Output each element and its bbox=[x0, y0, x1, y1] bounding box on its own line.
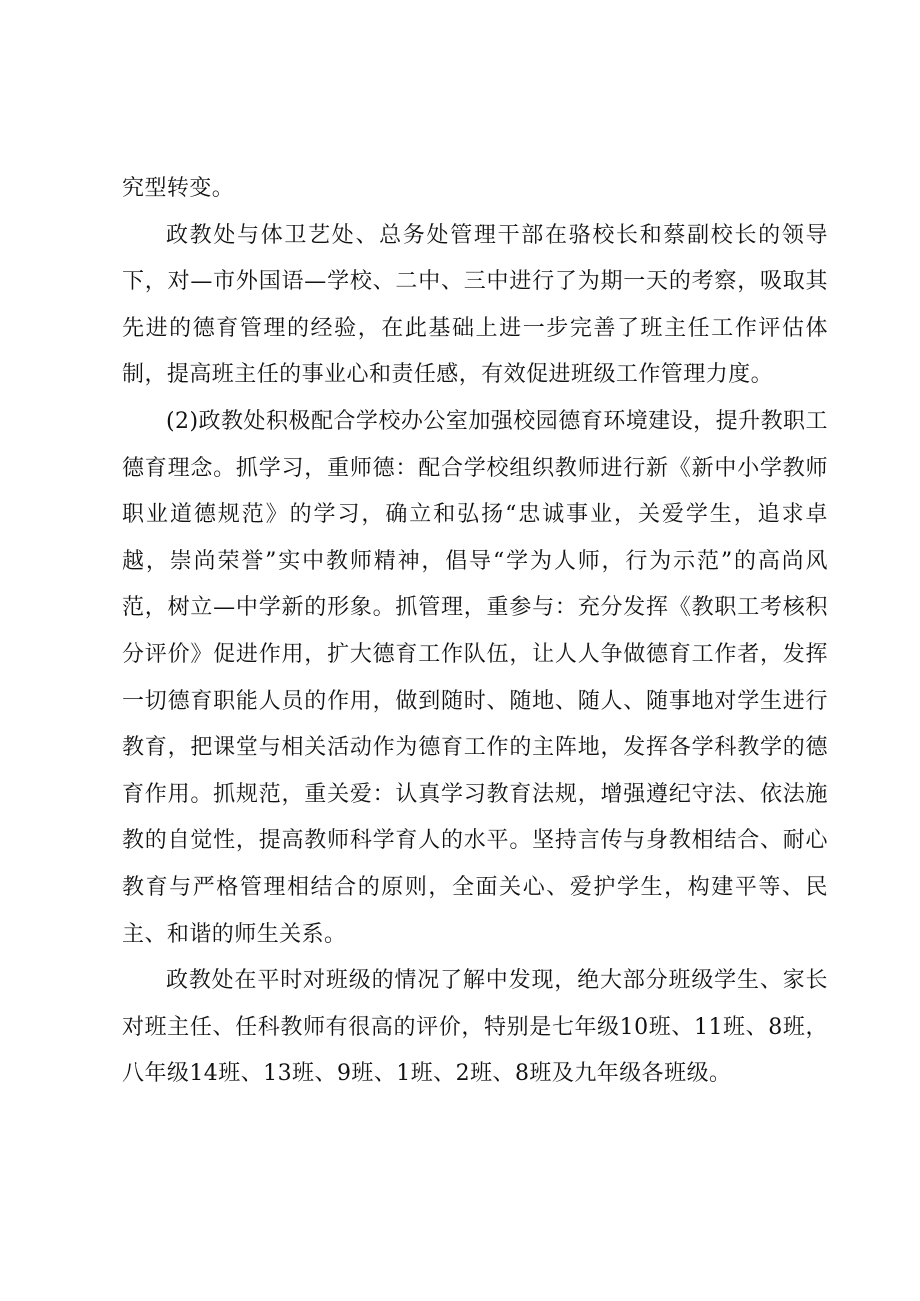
paragraph-teacher-ethics: (2)政教处积极配合学校办公室加强校园德育环境建设，提升教职工德育理念。抓学习，重师德：配合学校组织教师进行新《新中小学教师职业道德规范》的学习，确立和弘扬“忠诚事业，关爱学生，追求卓越，崇尚荣誉”实中教师精神，倡导“学为人师，行为示范”的高尚风范，树立—中学新的形象。抓管理，重参与：充分发挥《教职工考核积分评价》促进作用，扩大德育工作队伍，让人人争做德育工作者，发挥一切德育职能人员的作用，做到随时、随地、随人、随事地对学生进行教育，把课堂与相关活动作为德育工作的主阵地，发挥各学科教学的德育作用。抓规范，重关爱：认真学习教育法规，增强遵纪守法、依法施教的自觉性，提高教师科学育人的水平。坚持言传与身教相结合、耐心教育与严格管理相结合的原则，全面关心、爱护学生，构建平等、民主、和谐的师生关系。 bbox=[122, 408, 828, 947]
paragraph-inspection: 政教处与体卫艺处、总务处管理干部在骆校长和蔡副校长的领导下，对—市外国语—学校、二中、三中进行了为期一天的考察，吸取其先进的德育管理的经验，在此基础上进一步完善了班主任工作评估体制，提高班主任的事业心和责任感，有效促进班级工作管理力度。 bbox=[122, 222, 828, 388]
paragraph-class-evaluation: 政教处在平时对班级的情况了解中发现，绝大部分班级学生、家长对班主任、任科教师有很高的评价，特别是七年级10班、11班、8班，八年级14班、13班、9班、1班、2班、8班及九年级各班级。 bbox=[122, 968, 828, 1087]
document-body bbox=[122, 166, 828, 1098]
paragraph-continuation: 究型转变。 bbox=[122, 176, 235, 201]
